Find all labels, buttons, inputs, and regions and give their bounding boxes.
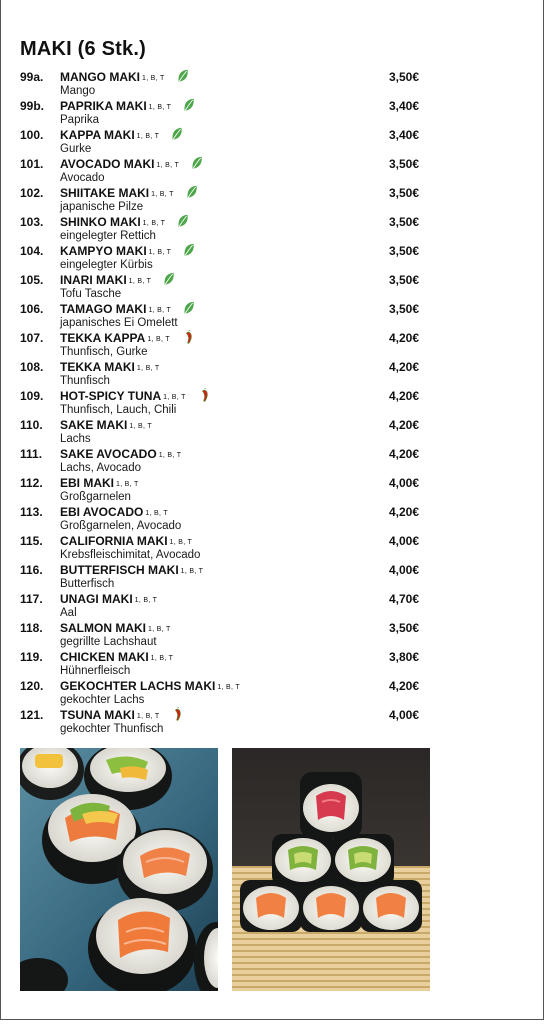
item-price: 4,20€ [389, 331, 420, 345]
maki-photo-salmon-avocado [20, 748, 218, 991]
item-price: 4,70€ [389, 592, 420, 606]
item-number: 120. [20, 679, 44, 693]
item-name-text: TAMAGO MAKI [60, 302, 147, 316]
item-description: eingelegter Kürbis [60, 259, 153, 271]
item-number: 102. [20, 186, 44, 200]
item-allergens: 1, B, T [128, 278, 152, 285]
leaf-icon [163, 272, 175, 286]
menu-item [0, 621, 546, 650]
leaf-icon [183, 301, 195, 315]
item-allergens: 1, B, T [129, 423, 152, 430]
item-number: 108. [20, 360, 44, 374]
item-number: 100. [20, 128, 44, 142]
item-number: 99a. [20, 70, 44, 84]
item-name-text: KAPPA MAKI [60, 128, 135, 142]
item-allergens: 1, B, T [150, 655, 174, 662]
item-number: 116. [20, 563, 43, 577]
item-name-text: SAKE MAKI [60, 418, 128, 432]
maki-photo-stacked-pyramid [232, 748, 430, 991]
item-description: Thunfisch [60, 375, 110, 387]
item-description: japanische Pilze [60, 201, 144, 213]
menu-item [0, 302, 546, 331]
item-allergens: 1, B, T [136, 713, 160, 720]
item-number: 101. [20, 157, 44, 171]
item-number: 107. [20, 331, 44, 345]
item-allergens: 1, B, T [163, 394, 186, 401]
item-price: 3,50€ [389, 273, 420, 287]
menu-item [0, 534, 546, 563]
item-allergens: 1, B, T [142, 75, 165, 82]
item-allergens: 1, B, T [151, 191, 174, 198]
item-price: 3,50€ [389, 621, 420, 635]
item-allergens: 1, B, T [180, 568, 204, 575]
item-price: 4,00€ [389, 534, 420, 548]
item-allergens: 1, B, T [217, 684, 240, 691]
item-description: Lachs, Avocado [60, 462, 141, 474]
item-description: Paprika [60, 114, 99, 126]
item-price: 4,20€ [389, 360, 420, 374]
item-price: 4,00€ [389, 708, 420, 722]
item-allergens: 1, B, T [145, 510, 168, 517]
item-name-text: GEKOCHTER LACHS MAKI [60, 679, 216, 693]
item-number: 119. [20, 650, 43, 664]
item-number: 105. [20, 273, 44, 287]
menu-item [0, 505, 546, 534]
menu-item [0, 331, 546, 360]
item-description: gekochter Thunfisch [60, 723, 164, 735]
item-number: 106. [20, 302, 44, 316]
item-name-text: CALIFORNIA MAKI [60, 534, 168, 548]
item-allergens: 1, B, T [147, 336, 170, 343]
menu-item [0, 650, 546, 679]
maki-menu-list [0, 70, 546, 737]
item-name-text: SALMON MAKI [60, 621, 146, 635]
menu-item [0, 273, 546, 302]
item-name-text: PAPRIKA MAKI [60, 99, 147, 113]
item-price: 3,40€ [389, 128, 420, 142]
item-description: Thunfisch, Lauch, Chili [60, 404, 177, 416]
leaf-icon [191, 156, 203, 170]
item-name-text: KAMPYO MAKI [60, 244, 147, 258]
item-price: 3,50€ [389, 157, 420, 171]
item-price: 4,20€ [389, 418, 420, 432]
item-description: Butterfisch [60, 578, 115, 590]
leaf-icon [171, 127, 183, 141]
menu-item [0, 244, 546, 273]
item-number: 104. [20, 244, 44, 258]
item-name-text: MANGO MAKI [60, 70, 140, 84]
item-name-text: CHICKEN MAKI [60, 650, 149, 664]
item-name-text: EBI MAKI [60, 476, 114, 490]
item-name-text: HOT-SPICY TUNA [60, 389, 162, 403]
leaf-icon [186, 185, 198, 199]
menu-item [0, 389, 546, 418]
menu-item [0, 215, 546, 244]
menu-item [0, 186, 546, 215]
item-allergens: 1, B, T [158, 452, 182, 459]
leaf-icon [177, 69, 189, 83]
item-number: 99b. [20, 99, 45, 113]
item-number: 111. [20, 447, 43, 461]
menu-item [0, 708, 546, 737]
chili-icon [198, 388, 210, 402]
item-allergens: 1, B, T [156, 162, 180, 169]
item-price: 3,50€ [389, 186, 420, 200]
item-description: Thunfisch, Gurke [60, 346, 148, 358]
menu-item [0, 592, 546, 621]
item-name-text: TEKKA KAPPA [60, 331, 146, 345]
item-price: 3,40€ [389, 99, 420, 113]
item-name-text: TSUNA MAKI [60, 708, 135, 722]
item-number: 110. [20, 418, 43, 432]
item-description: Mango [60, 85, 96, 97]
photo-strip [20, 748, 430, 991]
item-name-text: AVOCADO MAKI [60, 157, 155, 171]
item-name-text: SHINKO MAKI [60, 215, 141, 229]
menu-item [0, 447, 546, 476]
item-number: 113. [20, 505, 43, 519]
item-allergens: 1, B, T [148, 307, 172, 314]
menu-item [0, 70, 546, 99]
item-description: Gurke [60, 143, 92, 155]
item-description: gegrillte Lachshaut [60, 636, 157, 648]
item-number: 121. [20, 708, 44, 722]
item-price: 3,80€ [389, 650, 420, 664]
item-number: 109. [20, 389, 44, 403]
item-price: 4,00€ [389, 476, 420, 490]
item-allergens: 1, B, T [116, 481, 139, 488]
item-number: 118. [20, 621, 43, 635]
item-description: Avocado [60, 172, 105, 184]
item-name-text: INARI MAKI [60, 273, 127, 287]
item-price: 3,50€ [389, 70, 420, 84]
item-allergens: 1, B, T [148, 104, 172, 111]
item-number: 117. [20, 592, 43, 606]
item-price: 4,20€ [389, 679, 420, 693]
chili-icon [171, 707, 183, 721]
item-price: 4,20€ [389, 505, 420, 519]
section-title: MAKI (6 Stk.) [20, 38, 146, 60]
item-price: 3,50€ [389, 215, 420, 229]
item-description: eingelegter Rettich [60, 230, 156, 242]
item-description: Tofu Tasche [60, 288, 122, 300]
leaf-icon [183, 98, 195, 112]
item-allergens: 1, B, T [136, 133, 160, 140]
item-name-text: SHIITAKE MAKI [60, 186, 150, 200]
item-price: 4,20€ [389, 447, 420, 461]
menu-item [0, 679, 546, 708]
item-allergens: 1, B, T [148, 626, 171, 633]
menu-item [0, 360, 546, 389]
item-description: Krebsfleischimitat, Avocado [60, 549, 201, 561]
item-price: 3,50€ [389, 302, 420, 316]
item-allergens: 1, B, T [169, 539, 193, 546]
item-description: Aal [60, 607, 77, 619]
item-allergens: 1, B, T [148, 249, 172, 256]
item-description: Großgarnelen [60, 491, 131, 503]
item-description: gekochter Lachs [60, 694, 145, 706]
item-number: 103. [20, 215, 44, 229]
item-description: Großgarnelen, Avocado [60, 520, 182, 532]
menu-item [0, 418, 546, 447]
menu-item [0, 157, 546, 186]
menu-item [0, 99, 546, 128]
item-description: Hühnerfleisch [60, 665, 131, 677]
menu-item [0, 128, 546, 157]
item-number: 112. [20, 476, 43, 490]
menu-item [0, 476, 546, 505]
item-price: 3,50€ [389, 244, 420, 258]
item-allergens: 1, B, T [134, 597, 158, 604]
item-price: 4,00€ [389, 563, 420, 577]
item-allergens: 1, B, T [142, 220, 166, 227]
item-description: japanisches Ei Omelett [60, 317, 178, 329]
item-allergens: 1, B, T [136, 365, 160, 372]
menu-item [0, 563, 546, 592]
item-name-text: BUTTERFISCH MAKI [60, 563, 179, 577]
leaf-icon [177, 214, 189, 228]
item-name-text: SAKE AVOCADO [60, 447, 157, 461]
chili-icon [182, 330, 194, 344]
leaf-icon [183, 243, 195, 257]
item-name-text: EBI AVOCADO [60, 505, 144, 519]
item-price: 4,20€ [389, 389, 420, 403]
item-description: Lachs [60, 433, 91, 445]
item-number: 115. [20, 534, 43, 548]
item-name-text: TEKKA MAKI [60, 360, 135, 374]
item-name-text: UNAGI MAKI [60, 592, 133, 606]
